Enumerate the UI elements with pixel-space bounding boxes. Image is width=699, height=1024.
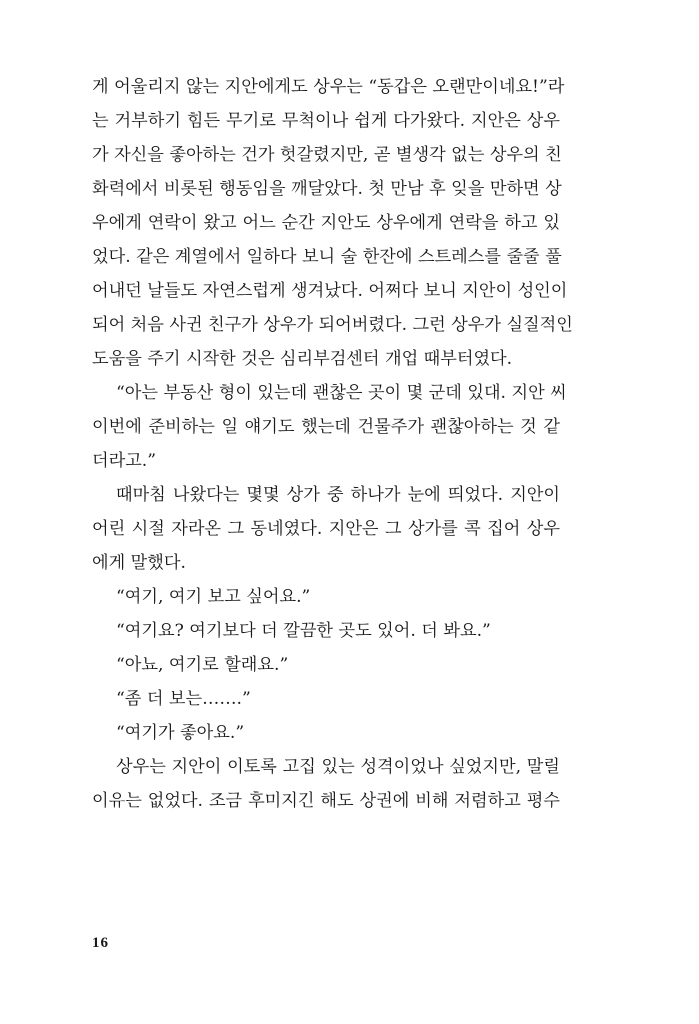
paragraph [92, 478, 560, 580]
text-line: 었다. 같은 계열에서 일하다 보니 술 한잔에 스트레스를 줄줄 풀 [92, 247, 562, 267]
text-line: “여기요? 여기보다 더 깔끔한 곳도 있어. 더 봐요.” [116, 621, 491, 641]
text-line: 어내던 날들도 자연스럽게 생겨났다. 어쩌다 보니 지안이 성인이 [92, 281, 568, 301]
text-line: “여기가 좋아요.” [116, 723, 245, 743]
dialogue-line [92, 614, 560, 648]
text-line: 때마침 나왔다는 몇몇 상가 중 하나가 눈에 띄었다. 지안이 [116, 485, 560, 505]
text-line: 어린 시절 자라온 그 동네였다. 지안은 그 상가를 콕 집어 상우 [92, 519, 560, 539]
dialogue-line [92, 648, 560, 682]
text-line: 에게 말했다. [92, 553, 186, 573]
text-line: “아뇨, 여기로 할래요.” [116, 655, 289, 675]
text-line: “아는 부동산 형이 있는데 괜찮은 곳이 몇 군데 있대. 지안 씨 [116, 383, 567, 403]
text-line: 우에게 연락이 왔고 어느 순간 지안도 상우에게 연락을 하고 있 [92, 213, 560, 233]
paragraph [92, 376, 567, 478]
body-text [92, 70, 573, 818]
text-line: 도움을 주기 시작한 것은 심리부검센터 개업 때부터였다. [92, 349, 513, 369]
text-line: 는 거부하기 힘든 무기로 무척이나 쉽게 다가왔다. 지안은 상우 [92, 111, 560, 131]
paragraph [92, 750, 560, 818]
text-line: 화력에서 비롯된 행동임을 깨달았다. 첫 만남 후 잊을 만하면 상 [92, 179, 562, 199]
text-line: 되어 처음 사귄 친구가 상우가 되어버렸다. 그런 상우가 실질적인 [92, 315, 573, 335]
dialogue-line [92, 580, 560, 614]
paragraph [92, 70, 573, 376]
text-line: 게 어울리지 않는 지안에게도 상우는 “동갑은 오랜만이네요!”라 [92, 77, 565, 97]
text-line: 이유는 없었다. 조금 후미지긴 해도 상권에 비해 저렴하고 평수 [92, 791, 560, 811]
dialogue-line [92, 682, 560, 716]
text-line: 가 자신을 좋아하는 건가 헛갈렸지만, 곧 별생각 없는 상우의 친 [92, 145, 562, 165]
text-line: 더라고.” [92, 451, 157, 471]
text-line: “여기, 여기 보고 싶어요.” [116, 587, 311, 607]
text-line: 이번에 준비하는 일 얘기도 했는데 건물주가 괜찮아하는 것 같 [92, 417, 560, 437]
dialogue-line [92, 716, 560, 750]
page-number: 16 [92, 935, 109, 951]
text-line: “좀 더 보는…….” [116, 689, 251, 709]
text-line: 상우는 지안이 이토록 고집 있는 성격이었나 싶었지만, 말릴 [116, 757, 560, 777]
